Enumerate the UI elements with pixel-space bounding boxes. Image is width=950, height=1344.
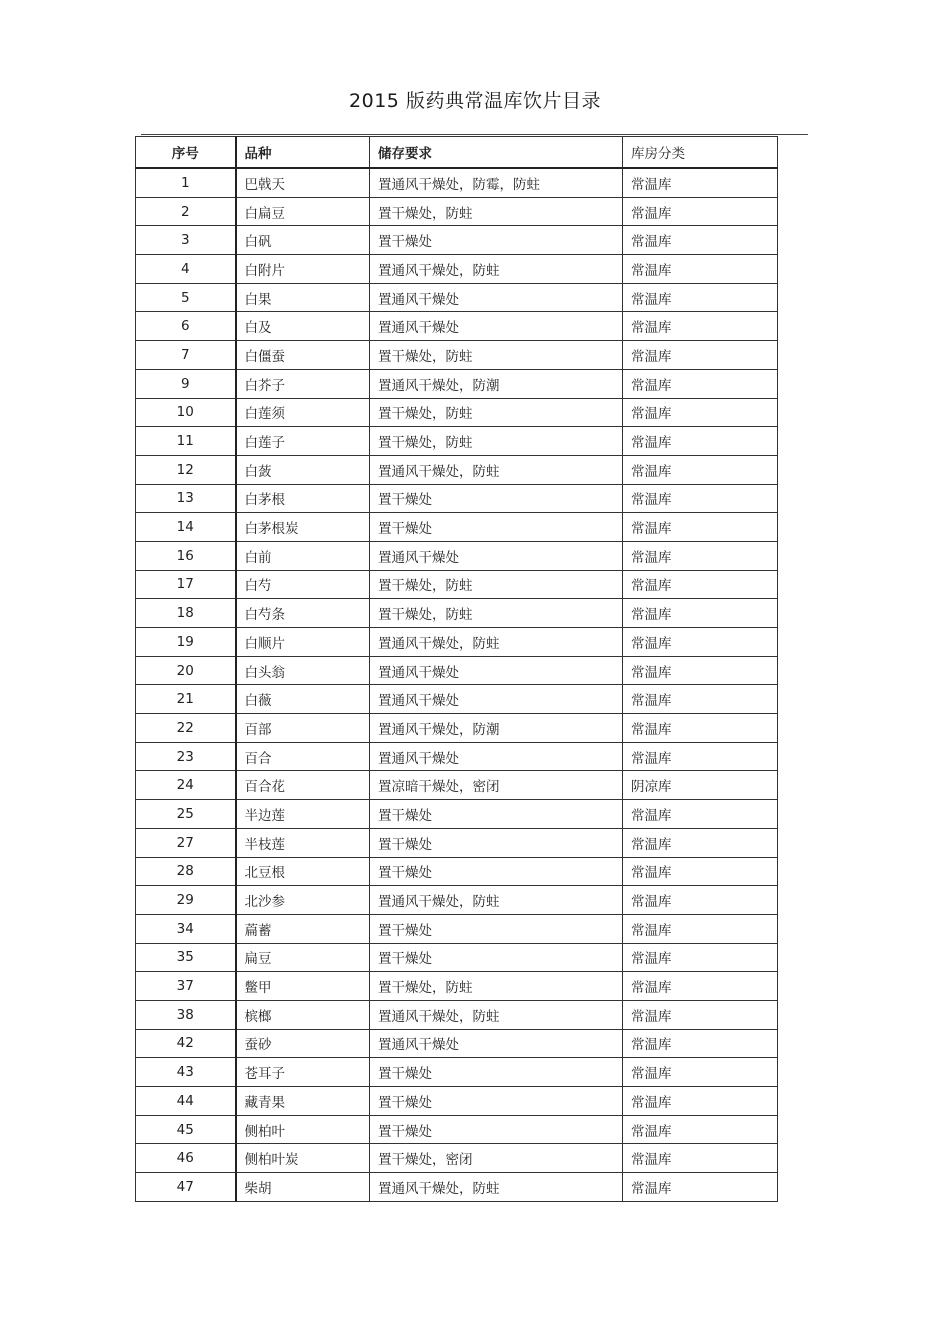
cell-storage-requirement: 置干燥处，防蛀: [370, 341, 623, 370]
table-row: [136, 800, 778, 829]
cell-warehouse-category: 常温库: [623, 513, 778, 542]
cell-index: 29: [136, 886, 236, 915]
table-row: [136, 599, 778, 628]
cell-variety: 侧柏叶炭: [236, 1144, 370, 1173]
cell-storage-requirement: 置通风干燥处: [370, 283, 623, 312]
cell-variety: 白扁豆: [236, 197, 370, 226]
table-row: [136, 886, 778, 915]
cell-storage-requirement: 置干燥处，密闭: [370, 1144, 623, 1173]
table-row: [136, 341, 778, 370]
header-variety: 品种: [236, 137, 370, 169]
cell-index: 4: [136, 255, 236, 284]
cell-storage-requirement: 置干燥处，防蛀: [370, 197, 623, 226]
cell-warehouse-category: 常温库: [623, 427, 778, 456]
cell-storage-requirement: 置凉暗干燥处，密闭: [370, 771, 623, 800]
cell-variety: 鳖甲: [236, 972, 370, 1001]
cell-warehouse-category: 常温库: [623, 398, 778, 427]
cell-variety: 北沙参: [236, 886, 370, 915]
cell-storage-requirement: 置通风干燥处: [370, 656, 623, 685]
cell-variety: 巴戟天: [236, 168, 370, 197]
cell-warehouse-category: 常温库: [623, 226, 778, 255]
cell-storage-requirement: 置通风干燥处: [370, 541, 623, 570]
header-storage-requirement: 储存要求: [370, 137, 623, 169]
cell-storage-requirement: 置干燥处: [370, 800, 623, 829]
cell-variety: 苍耳子: [236, 1058, 370, 1087]
cell-index: 37: [136, 972, 236, 1001]
cell-variety: 白芍条: [236, 599, 370, 628]
cell-warehouse-category: 常温库: [623, 1115, 778, 1144]
cell-storage-requirement: 置通风干燥处: [370, 1029, 623, 1058]
cell-storage-requirement: 置通风干燥处，防霉，防蛀: [370, 168, 623, 197]
cell-index: 27: [136, 828, 236, 857]
table-row: [136, 1115, 778, 1144]
cell-variety: 白芍: [236, 570, 370, 599]
cell-storage-requirement: 置通风干燥处，防蛀: [370, 628, 623, 657]
cell-variety: 白前: [236, 541, 370, 570]
table-row: [136, 484, 778, 513]
cell-warehouse-category: 常温库: [623, 628, 778, 657]
cell-warehouse-category: 阴凉库: [623, 771, 778, 800]
table-row: [136, 427, 778, 456]
cell-variety: 白茅根炭: [236, 513, 370, 542]
table-row: [136, 541, 778, 570]
cell-warehouse-category: 常温库: [623, 197, 778, 226]
cell-variety: 白顺片: [236, 628, 370, 657]
cell-storage-requirement: 置通风干燥处，防潮: [370, 369, 623, 398]
cell-storage-requirement: 置干燥处，防蛀: [370, 398, 623, 427]
cell-storage-requirement: 置通风干燥处: [370, 685, 623, 714]
cell-warehouse-category: 常温库: [623, 1144, 778, 1173]
cell-variety: 白及: [236, 312, 370, 341]
table-row: [136, 570, 778, 599]
cell-warehouse-category: 常温库: [623, 914, 778, 943]
cell-storage-requirement: 置干燥处: [370, 828, 623, 857]
cell-index: 7: [136, 341, 236, 370]
cell-index: 18: [136, 599, 236, 628]
cell-warehouse-category: 常温库: [623, 886, 778, 915]
table-row: [136, 1144, 778, 1173]
cell-storage-requirement: 置干燥处，防蛀: [370, 599, 623, 628]
cell-warehouse-category: 常温库: [623, 484, 778, 513]
cell-warehouse-category: 常温库: [623, 455, 778, 484]
cell-index: 1: [136, 168, 236, 197]
table-row: [136, 1058, 778, 1087]
cell-variety: 白附片: [236, 255, 370, 284]
cell-index: 5: [136, 283, 236, 312]
header-index: 序号: [136, 137, 236, 169]
table-row: [136, 656, 778, 685]
cell-variety: 北豆根: [236, 857, 370, 886]
cell-index: 44: [136, 1087, 236, 1116]
cell-warehouse-category: 常温库: [623, 972, 778, 1001]
table-row: [136, 628, 778, 657]
cell-storage-requirement: 置通风干燥处，防蛀: [370, 1000, 623, 1029]
cell-index: 13: [136, 484, 236, 513]
cell-index: 21: [136, 685, 236, 714]
cell-index: 28: [136, 857, 236, 886]
table-row: [136, 255, 778, 284]
cell-index: 9: [136, 369, 236, 398]
cell-index: 43: [136, 1058, 236, 1087]
table-row: [136, 197, 778, 226]
cell-storage-requirement: 置干燥处: [370, 1087, 623, 1116]
cell-storage-requirement: 置干燥处: [370, 1058, 623, 1087]
cell-storage-requirement: 置通风干燥处，防蛀: [370, 455, 623, 484]
cell-index: 3: [136, 226, 236, 255]
document-title: 2015 版药典常温库饮片目录: [349, 90, 601, 112]
cell-storage-requirement: 置干燥处: [370, 1115, 623, 1144]
cell-index: 24: [136, 771, 236, 800]
cell-variety: 白蔹: [236, 455, 370, 484]
cell-warehouse-category: 常温库: [623, 312, 778, 341]
cell-index: 45: [136, 1115, 236, 1144]
cell-variety: 白莲子: [236, 427, 370, 456]
title-divider: [141, 134, 808, 135]
cell-storage-requirement: 置干燥处，防蛀: [370, 972, 623, 1001]
table-body: [136, 168, 778, 1201]
cell-variety: 白果: [236, 283, 370, 312]
cell-warehouse-category: 常温库: [623, 369, 778, 398]
cell-variety: 槟榔: [236, 1000, 370, 1029]
cell-variety: 白芥子: [236, 369, 370, 398]
cell-variety: 白僵蚕: [236, 341, 370, 370]
table-row: [136, 455, 778, 484]
table-row: [136, 1000, 778, 1029]
table-row: [136, 685, 778, 714]
cell-storage-requirement: 置通风干燥处，防蛀: [370, 886, 623, 915]
cell-index: 25: [136, 800, 236, 829]
cell-storage-requirement: 置通风干燥处，防蛀: [370, 1173, 623, 1202]
table-header-row: [136, 137, 778, 169]
cell-storage-requirement: 置通风干燥处: [370, 742, 623, 771]
cell-warehouse-category: 常温库: [623, 943, 778, 972]
cell-variety: 柴胡: [236, 1173, 370, 1202]
table-row: [136, 1087, 778, 1116]
cell-storage-requirement: 置干燥处: [370, 484, 623, 513]
catalog-table: [135, 136, 778, 1202]
cell-variety: 白薇: [236, 685, 370, 714]
cell-warehouse-category: 常温库: [623, 570, 778, 599]
cell-variety: 萹蓄: [236, 914, 370, 943]
table-row: [136, 312, 778, 341]
table-row: [136, 857, 778, 886]
cell-variety: 扁豆: [236, 943, 370, 972]
table-row: [136, 972, 778, 1001]
table-row: [136, 943, 778, 972]
cell-variety: 蚕砂: [236, 1029, 370, 1058]
cell-variety: 百部: [236, 714, 370, 743]
cell-warehouse-category: 常温库: [623, 255, 778, 284]
cell-index: 12: [136, 455, 236, 484]
cell-warehouse-category: 常温库: [623, 1029, 778, 1058]
cell-variety: 白头翁: [236, 656, 370, 685]
table-row: [136, 398, 778, 427]
table-row: [136, 226, 778, 255]
cell-storage-requirement: 置通风干燥处，防潮: [370, 714, 623, 743]
cell-warehouse-category: 常温库: [623, 714, 778, 743]
cell-variety: 侧柏叶: [236, 1115, 370, 1144]
cell-index: 2: [136, 197, 236, 226]
table-row: [136, 742, 778, 771]
cell-index: 34: [136, 914, 236, 943]
cell-variety: 白莲须: [236, 398, 370, 427]
cell-variety: 白茅根: [236, 484, 370, 513]
cell-storage-requirement: 置干燥处: [370, 857, 623, 886]
cell-warehouse-category: 常温库: [623, 742, 778, 771]
cell-warehouse-category: 常温库: [623, 828, 778, 857]
cell-warehouse-category: 常温库: [623, 283, 778, 312]
cell-warehouse-category: 常温库: [623, 341, 778, 370]
cell-warehouse-category: 常温库: [623, 599, 778, 628]
cell-variety: 半边莲: [236, 800, 370, 829]
cell-storage-requirement: 置通风干燥处，防蛀: [370, 255, 623, 284]
cell-warehouse-category: 常温库: [623, 1000, 778, 1029]
cell-variety: 百合: [236, 742, 370, 771]
cell-storage-requirement: 置干燥处: [370, 943, 623, 972]
cell-storage-requirement: 置通风干燥处: [370, 312, 623, 341]
cell-storage-requirement: 置干燥处: [370, 226, 623, 255]
cell-storage-requirement: 置干燥处，防蛀: [370, 570, 623, 599]
cell-warehouse-category: 常温库: [623, 1058, 778, 1087]
table-row: [136, 1029, 778, 1058]
cell-warehouse-category: 常温库: [623, 685, 778, 714]
table-row: [136, 513, 778, 542]
cell-warehouse-category: 常温库: [623, 857, 778, 886]
cell-index: 20: [136, 656, 236, 685]
cell-warehouse-category: 常温库: [623, 168, 778, 197]
cell-index: 19: [136, 628, 236, 657]
cell-index: 42: [136, 1029, 236, 1058]
table-row: [136, 828, 778, 857]
cell-warehouse-category: 常温库: [623, 656, 778, 685]
cell-index: 16: [136, 541, 236, 570]
cell-warehouse-category: 常温库: [623, 541, 778, 570]
cell-storage-requirement: 置干燥处: [370, 914, 623, 943]
cell-index: 23: [136, 742, 236, 771]
cell-warehouse-category: 常温库: [623, 1173, 778, 1202]
header-warehouse-category: 库房分类: [623, 137, 778, 169]
cell-variety: 百合花: [236, 771, 370, 800]
table-row: [136, 283, 778, 312]
table-row: [136, 1173, 778, 1202]
cell-index: 11: [136, 427, 236, 456]
cell-warehouse-category: 常温库: [623, 800, 778, 829]
table-row: [136, 714, 778, 743]
cell-index: 38: [136, 1000, 236, 1029]
cell-storage-requirement: 置干燥处: [370, 513, 623, 542]
cell-index: 22: [136, 714, 236, 743]
cell-index: 47: [136, 1173, 236, 1202]
table-row: [136, 369, 778, 398]
cell-index: 35: [136, 943, 236, 972]
table-row: [136, 914, 778, 943]
cell-warehouse-category: 常温库: [623, 1087, 778, 1116]
cell-index: 6: [136, 312, 236, 341]
cell-index: 10: [136, 398, 236, 427]
cell-variety: 白矾: [236, 226, 370, 255]
cell-storage-requirement: 置干燥处，防蛀: [370, 427, 623, 456]
table-row: [136, 771, 778, 800]
cell-index: 14: [136, 513, 236, 542]
table-row: [136, 168, 778, 197]
cell-index: 17: [136, 570, 236, 599]
cell-index: 46: [136, 1144, 236, 1173]
cell-variety: 半枝莲: [236, 828, 370, 857]
cell-variety: 藏青果: [236, 1087, 370, 1116]
